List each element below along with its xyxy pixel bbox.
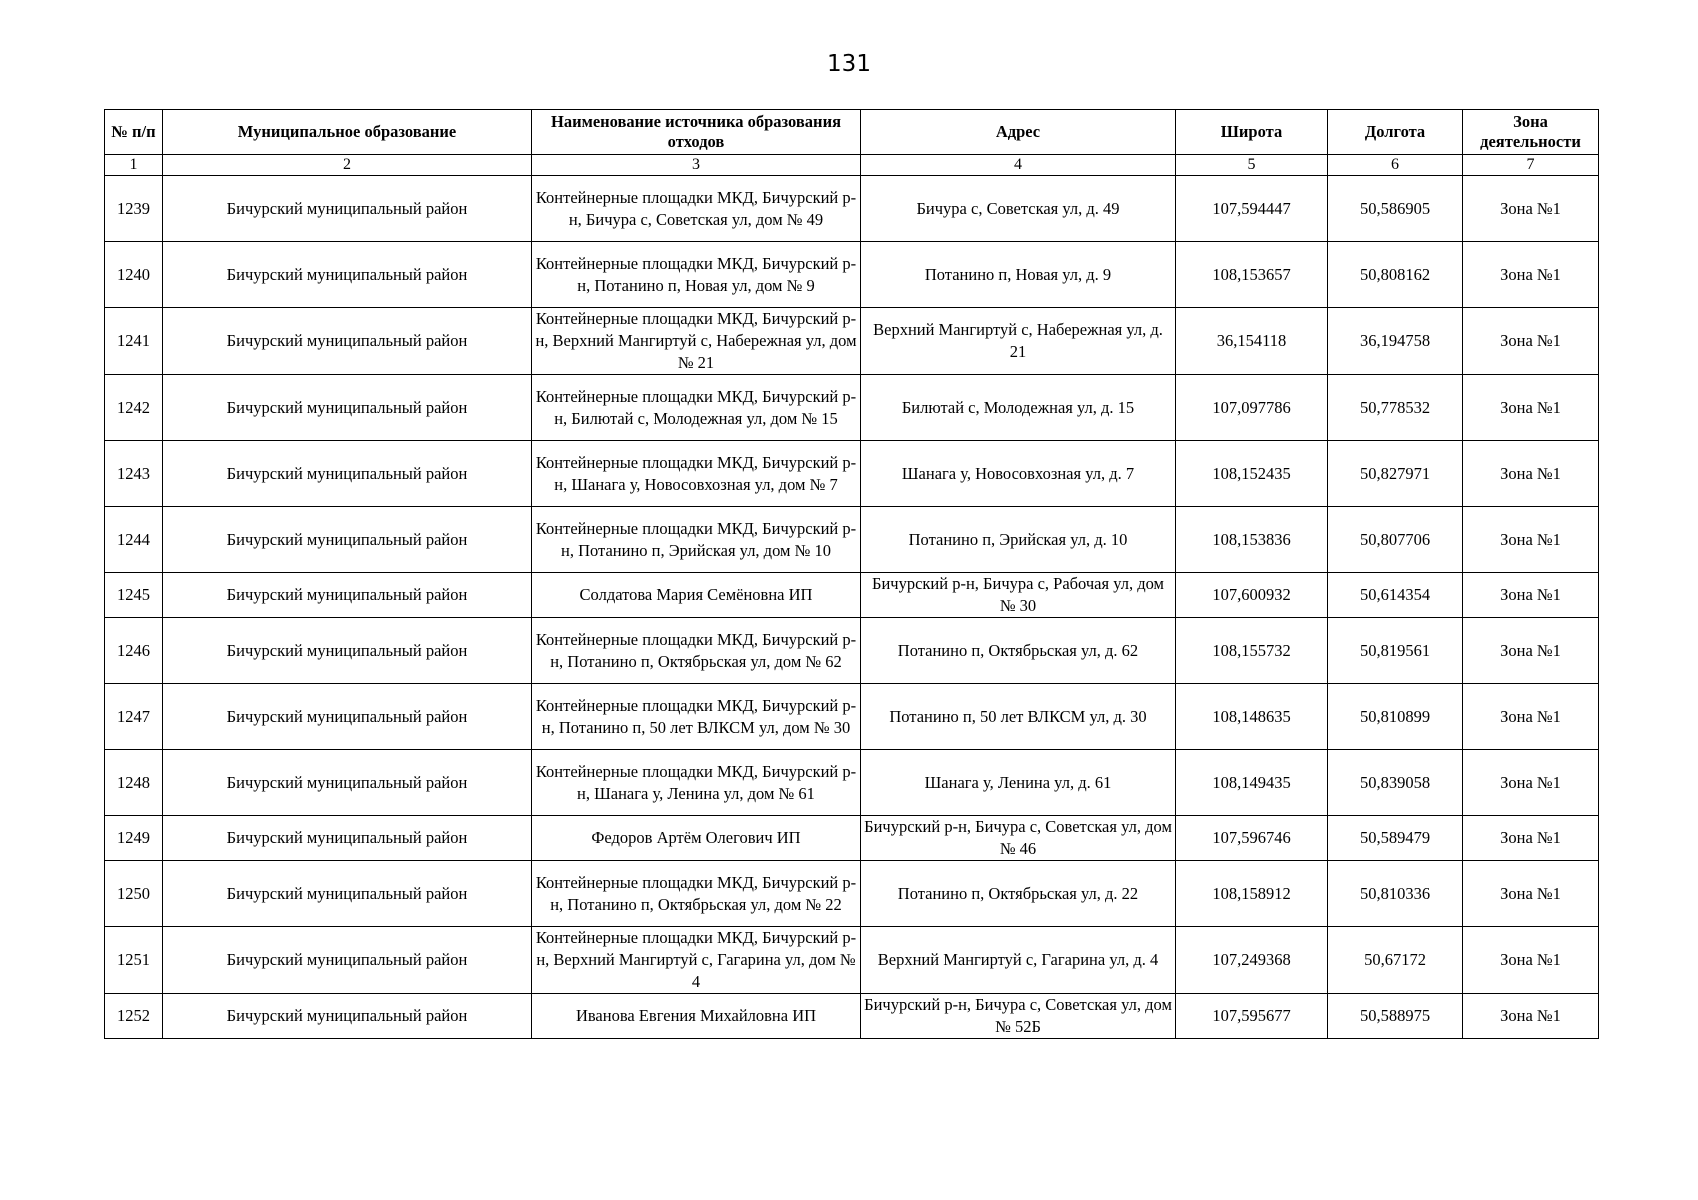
cell-number: 1241 bbox=[105, 308, 163, 375]
cell-latitude: 107,600932 bbox=[1176, 573, 1328, 618]
cell-latitude: 108,148635 bbox=[1176, 684, 1328, 750]
table-row bbox=[105, 750, 1599, 816]
table-row bbox=[105, 861, 1599, 927]
column-number-cell: 1 bbox=[105, 155, 163, 176]
cell-latitude: 36,154118 bbox=[1176, 308, 1328, 375]
cell-municipality: Бичурский муниципальный район bbox=[163, 176, 532, 242]
cell-source-name: Контейнерные площадки МКД, Бичурский р-н, Потанино п, Новая ул, дом № 9 bbox=[532, 242, 861, 308]
cell-address: Верхний Мангиртуй с, Набережная ул, д. 21 bbox=[861, 308, 1176, 375]
cell-longitude: 50,67172 bbox=[1328, 927, 1463, 994]
cell-address: Бичурский р-н, Бичура с, Советская ул, дом № 46 bbox=[861, 816, 1176, 861]
table-row bbox=[105, 375, 1599, 441]
header-cell-zone: Зона деятельности bbox=[1463, 110, 1599, 155]
cell-source-name: Солдатова Мария Семёновна ИП bbox=[532, 573, 861, 618]
table-row bbox=[105, 816, 1599, 861]
column-number-cell: 5 bbox=[1176, 155, 1328, 176]
cell-address: Потанино п, Эрийская ул, д. 10 bbox=[861, 507, 1176, 573]
cell-longitude: 50,588975 bbox=[1328, 994, 1463, 1039]
cell-latitude: 108,149435 bbox=[1176, 750, 1328, 816]
cell-address: Шанага у, Ленина ул, д. 61 bbox=[861, 750, 1176, 816]
column-number-cell: 2 bbox=[163, 155, 532, 176]
cell-municipality: Бичурский муниципальный район bbox=[163, 507, 532, 573]
header-cell-address: Адрес bbox=[861, 110, 1176, 155]
table-row bbox=[105, 573, 1599, 618]
cell-municipality: Бичурский муниципальный район bbox=[163, 375, 532, 441]
header-cell-municipality: Муниципальное образование bbox=[163, 110, 532, 155]
cell-municipality: Бичурский муниципальный район bbox=[163, 816, 532, 861]
cell-source-name: Контейнерные площадки МКД, Бичурский р-н, Шанага у, Ленина ул, дом № 61 bbox=[532, 750, 861, 816]
cell-source-name: Федоров Артём Олегович ИП bbox=[532, 816, 861, 861]
cell-zone: Зона №1 bbox=[1463, 507, 1599, 573]
cell-address: Бичурский р-н, Бичура с, Рабочая ул, дом № 30 bbox=[861, 573, 1176, 618]
cell-zone: Зона №1 bbox=[1463, 994, 1599, 1039]
cell-municipality: Бичурский муниципальный район bbox=[163, 618, 532, 684]
cell-latitude: 107,594447 bbox=[1176, 176, 1328, 242]
cell-zone: Зона №1 bbox=[1463, 750, 1599, 816]
cell-source-name: Контейнерные площадки МКД, Бичурский р-н, Потанино п, Октябрьская ул, дом № 22 bbox=[532, 861, 861, 927]
table-row bbox=[105, 684, 1599, 750]
cell-address: Бичура с, Советская ул, д. 49 bbox=[861, 176, 1176, 242]
cell-source-name: Контейнерные площадки МКД, Бичурский р-н, Потанино п, 50 лет ВЛКСМ ул, дом № 30 bbox=[532, 684, 861, 750]
cell-longitude: 50,808162 bbox=[1328, 242, 1463, 308]
cell-zone: Зона №1 bbox=[1463, 573, 1599, 618]
header-cell-number: № п/п bbox=[105, 110, 163, 155]
cell-longitude: 50,807706 bbox=[1328, 507, 1463, 573]
cell-source-name: Контейнерные площадки МКД, Бичурский р-н, Шанага у, Новосовхозная ул, дом № 7 bbox=[532, 441, 861, 507]
cell-longitude: 50,586905 bbox=[1328, 176, 1463, 242]
cell-longitude: 50,810899 bbox=[1328, 684, 1463, 750]
cell-zone: Зона №1 bbox=[1463, 308, 1599, 375]
cell-latitude: 108,153657 bbox=[1176, 242, 1328, 308]
cell-longitude: 50,589479 bbox=[1328, 816, 1463, 861]
cell-municipality: Бичурский муниципальный район bbox=[163, 573, 532, 618]
cell-municipality: Бичурский муниципальный район bbox=[163, 994, 532, 1039]
cell-municipality: Бичурский муниципальный район bbox=[163, 242, 532, 308]
column-number-cell: 4 bbox=[861, 155, 1176, 176]
cell-municipality: Бичурский муниципальный район bbox=[163, 684, 532, 750]
cell-longitude: 50,614354 bbox=[1328, 573, 1463, 618]
page-number: 131 bbox=[827, 51, 871, 77]
table-row bbox=[105, 308, 1599, 375]
cell-zone: Зона №1 bbox=[1463, 618, 1599, 684]
cell-source-name: Контейнерные площадки МКД, Бичурский р-н, Бичура с, Советская ул, дом № 49 bbox=[532, 176, 861, 242]
cell-longitude: 50,819561 bbox=[1328, 618, 1463, 684]
table-row bbox=[105, 176, 1599, 242]
cell-number: 1239 bbox=[105, 176, 163, 242]
cell-longitude: 50,827971 bbox=[1328, 441, 1463, 507]
header-cell-longitude: Долгота bbox=[1328, 110, 1463, 155]
cell-number: 1245 bbox=[105, 573, 163, 618]
column-number-cell: 3 bbox=[532, 155, 861, 176]
table-row bbox=[105, 507, 1599, 573]
cell-number: 1246 bbox=[105, 618, 163, 684]
cell-municipality: Бичурский муниципальный район bbox=[163, 861, 532, 927]
cell-source-name: Контейнерные площадки МКД, Бичурский р-н, Потанино п, Октябрьская ул, дом № 62 bbox=[532, 618, 861, 684]
cell-zone: Зона №1 bbox=[1463, 242, 1599, 308]
cell-number: 1252 bbox=[105, 994, 163, 1039]
cell-address: Потанино п, 50 лет ВЛКСМ ул, д. 30 bbox=[861, 684, 1176, 750]
cell-address: Потанино п, Октябрьская ул, д. 22 bbox=[861, 861, 1176, 927]
cell-zone: Зона №1 bbox=[1463, 684, 1599, 750]
cell-address: Билютай с, Молодежная ул, д. 15 bbox=[861, 375, 1176, 441]
cell-source-name: Иванова Евгения Михайловна ИП bbox=[532, 994, 861, 1039]
cell-municipality: Бичурский муниципальный район bbox=[163, 750, 532, 816]
cell-latitude: 107,596746 bbox=[1176, 816, 1328, 861]
header-row bbox=[105, 110, 1599, 155]
table-row bbox=[105, 441, 1599, 507]
cell-zone: Зона №1 bbox=[1463, 375, 1599, 441]
cell-municipality: Бичурский муниципальный район bbox=[163, 441, 532, 507]
cell-address: Шанага у, Новосовхозная ул, д. 7 bbox=[861, 441, 1176, 507]
cell-longitude: 50,839058 bbox=[1328, 750, 1463, 816]
column-number-row bbox=[105, 155, 1599, 176]
column-number-cell: 6 bbox=[1328, 155, 1463, 176]
table-row bbox=[105, 618, 1599, 684]
cell-number: 1244 bbox=[105, 507, 163, 573]
cell-latitude: 108,152435 bbox=[1176, 441, 1328, 507]
table-row bbox=[105, 994, 1599, 1039]
cell-municipality: Бичурский муниципальный район bbox=[163, 308, 532, 375]
cell-number: 1240 bbox=[105, 242, 163, 308]
table-row bbox=[105, 242, 1599, 308]
header-cell-latitude: Широта bbox=[1176, 110, 1328, 155]
cell-source-name: Контейнерные площадки МКД, Бичурский р-н, Верхний Мангиртуй с, Гагарина ул, дом № 4 bbox=[532, 927, 861, 994]
cell-latitude: 107,595677 bbox=[1176, 994, 1328, 1039]
cell-number: 1242 bbox=[105, 375, 163, 441]
cell-latitude: 108,155732 bbox=[1176, 618, 1328, 684]
cell-number: 1243 bbox=[105, 441, 163, 507]
cell-source-name: Контейнерные площадки МКД, Бичурский р-н, Потанино п, Эрийская ул, дом № 10 bbox=[532, 507, 861, 573]
cell-municipality: Бичурский муниципальный район bbox=[163, 927, 532, 994]
cell-source-name: Контейнерные площадки МКД, Бичурский р-н, Верхний Мангиртуй с, Набережная ул, дом № 21 bbox=[532, 308, 861, 375]
cell-number: 1249 bbox=[105, 816, 163, 861]
cell-number: 1247 bbox=[105, 684, 163, 750]
cell-latitude: 108,153836 bbox=[1176, 507, 1328, 573]
cell-number: 1251 bbox=[105, 927, 163, 994]
cell-address: Потанино п, Новая ул, д. 9 bbox=[861, 242, 1176, 308]
waste-sources-table bbox=[104, 109, 1599, 1039]
cell-latitude: 107,249368 bbox=[1176, 927, 1328, 994]
header-cell-source-name: Наименование источника образования отходов bbox=[532, 110, 861, 155]
cell-zone: Зона №1 bbox=[1463, 176, 1599, 242]
cell-latitude: 108,158912 bbox=[1176, 861, 1328, 927]
cell-source-name: Контейнерные площадки МКД, Бичурский р-н, Билютай с, Молодежная ул, дом № 15 bbox=[532, 375, 861, 441]
cell-latitude: 107,097786 bbox=[1176, 375, 1328, 441]
cell-zone: Зона №1 bbox=[1463, 441, 1599, 507]
cell-longitude: 36,194758 bbox=[1328, 308, 1463, 375]
cell-longitude: 50,778532 bbox=[1328, 375, 1463, 441]
cell-address: Бичурский р-н, Бичура с, Советская ул, дом № 52Б bbox=[861, 994, 1176, 1039]
table-row bbox=[105, 927, 1599, 994]
cell-address: Верхний Мангиртуй с, Гагарина ул, д. 4 bbox=[861, 927, 1176, 994]
cell-zone: Зона №1 bbox=[1463, 861, 1599, 927]
cell-number: 1248 bbox=[105, 750, 163, 816]
cell-longitude: 50,810336 bbox=[1328, 861, 1463, 927]
cell-zone: Зона №1 bbox=[1463, 927, 1599, 994]
column-number-cell: 7 bbox=[1463, 155, 1599, 176]
cell-address: Потанино п, Октябрьская ул, д. 62 bbox=[861, 618, 1176, 684]
cell-number: 1250 bbox=[105, 861, 163, 927]
cell-zone: Зона №1 bbox=[1463, 816, 1599, 861]
